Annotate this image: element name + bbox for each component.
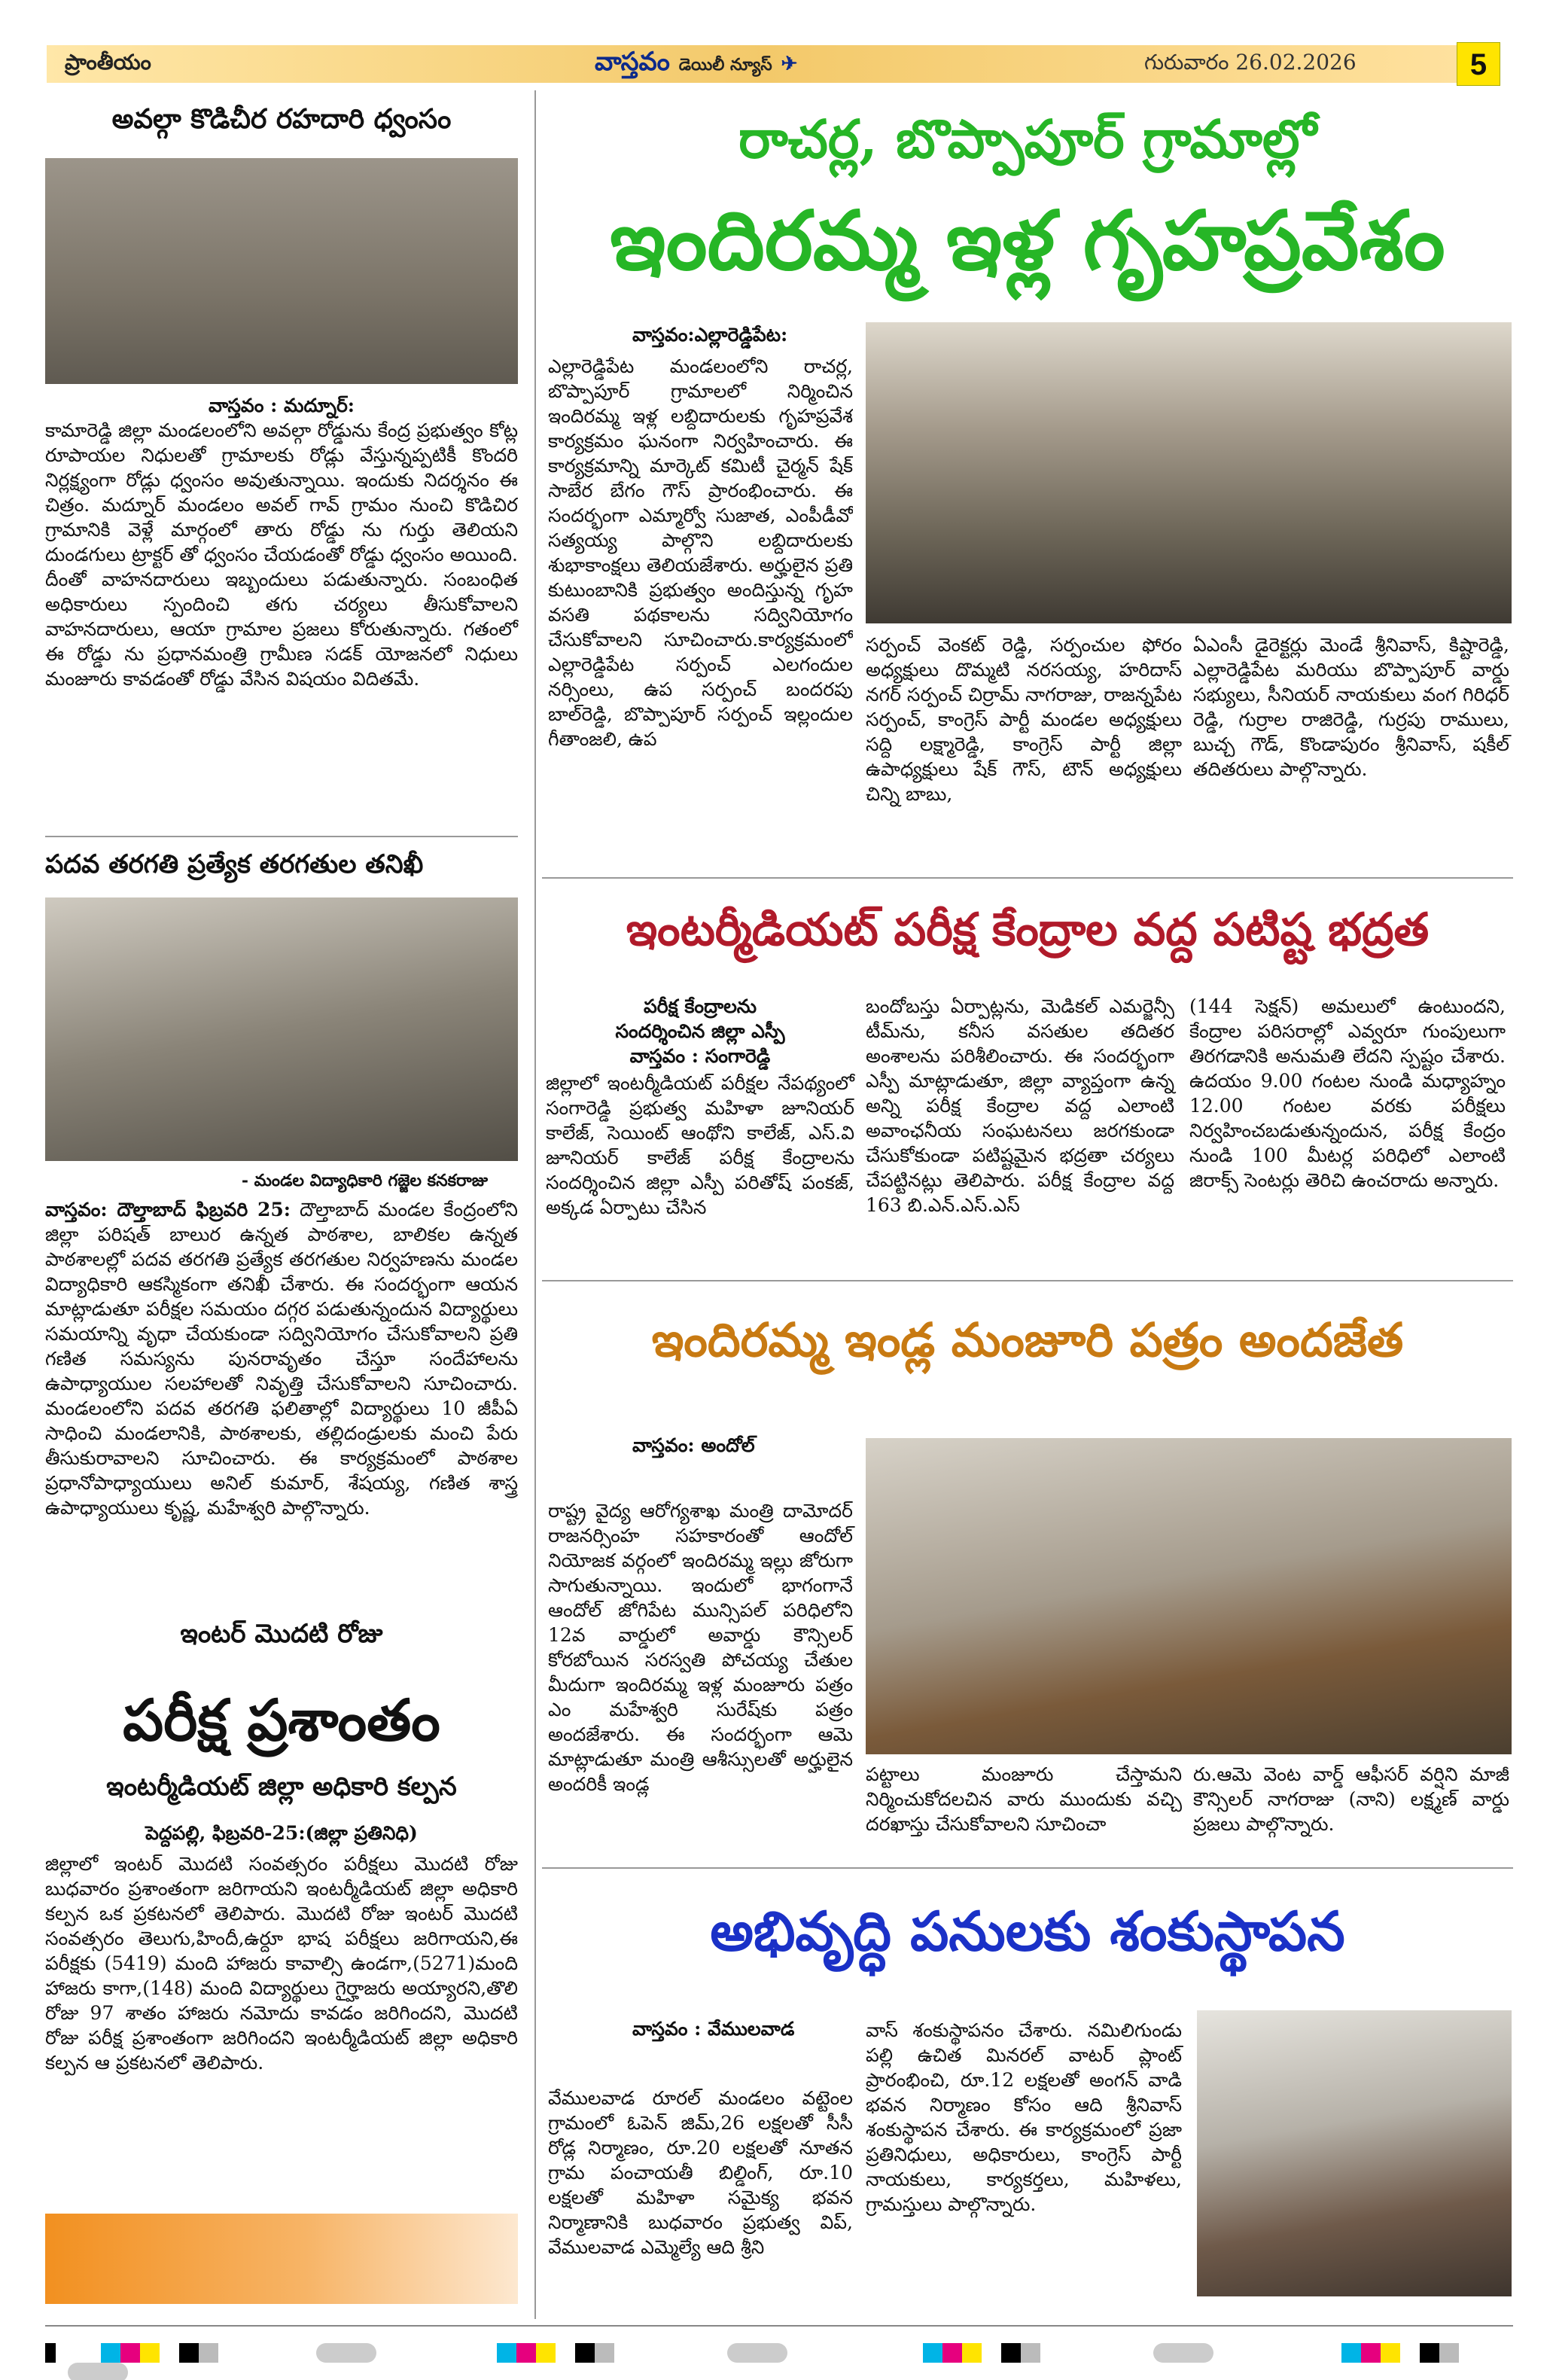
- photo-caption: - మండల విద్యాధికారి గజ్జెల కనకరాజు: [241, 1171, 488, 1190]
- r1-kicker: రాచర్ల, బొప్పాపూర్ గ్రామాల్లో: [738, 108, 1317, 170]
- r2-headline: ఇంటర్మీడియట్ పరీక్ష కేంద్రాల వద్ద పటిష్ట భద్రత: [626, 904, 1430, 956]
- r2-col-1: జిల్లాలో ఇంటర్మీడియట్ పరీక్షల నేపథ్యంలో సంగారెడ్డి ప్రభుత్వ మహిళా జూనియర్ కాలేజ్, సెయింట్ ఆంథోని కాలేజ్, ఎస్.వి జూనియర్ కాలేజ్ పరీక్ష కేంద్రాలను సందర్శించిన జిల్లా ఎస్పీ పరితోష్ పంకజ్, అక్కడ ఏర్పాటు చేసిన: [546, 1072, 854, 1218]
- r2-dateline: [546, 994, 854, 1068]
- r3-headline: ఇందిరమ్మ ఇండ్ల మంజూరి పత్రం అందజేత: [651, 1312, 1404, 1367]
- color-registration-bar: [45, 2343, 1513, 2366]
- r4-dateline: వాస్తవం : వేములవాడ: [632, 2018, 795, 2040]
- tenth-headline: పదవ తరగతి ప్రత్యేక తరగతుల తనిఖీ: [45, 849, 424, 879]
- r4-col-2: వాస్ శంకుస్థాపనం చేశారు. నమిలిగుండు పల్లి ఉచిత మినరల్ వాటర్ ప్లాంట్ ప్రారంభించి, రూ.12 లక్షలతో అంగన్ వాడి భవన నిర్మాణం కోసం ఆది శ్రీనివాస్ శంకుస్థాపన చేశారు. ఈ కార్యక్రమంలో ప్రజా ప్రతినిధులు, అధికారులు, కాంగ్రెస్ పార్టీ నాయకులు, కార్యకర్తలు, మహిళలు, గ్రామస్తులు పాల్గొన్నారు.: [866, 2019, 1182, 2215]
- divider: [542, 1867, 1513, 1869]
- r1-photo: [866, 322, 1512, 623]
- divider: [542, 877, 1513, 879]
- inter-headline: పరీక్ష ప్రశాంతం: [123, 1687, 440, 1754]
- r3-photo: [866, 1438, 1512, 1754]
- r3-body-3: రు.ఆమె వెంట వార్డ్ ఆఫీసర్ వర్షిని మాజీ కౌన్సిలర్ నాగరాజు (నాని) లక్ష్మణ్ వార్డు ప్రజలు పాల్గొన్నారు.: [1193, 1763, 1509, 1835]
- r1-body: ఎల్లారెడ్డిపేట మండలంలోని రాచర్ల, బొప్పాపూర్ గ్రామాలలో నిర్మించిన ఇందిరమ్మ ఇళ్ల లబ్దిదారులకు గృహప్రవేశ కార్యక్రమం ఘనంగా నిర్వహించారు. ఈ కార్యక్రమాన్ని మార్కెట్ కమిటీ చైర్మన్ షేక్ సాబేర బేగం గౌస్ ప్రారంభించారు. ఈ సందర్భంగా ఎమ్మార్వో సుజాత, ఎంపీడీవో సత్యయ్య పాల్గొని లబ్దిదారులకు శుభాకాంక్షలు తెలియజేశారు. అర్హులైన ప్రతి కుటుంబానికి ప్రభుత్వం అందిస్తున్న గృహ వసతి పథకాలను సద్వినియోగం చేసుకోవాలని సూచించారు.కార్యక్రమంలో ఎల్లారెడ్డిపేట సర్పంచ్ ఎలగందుల నర్సింలు, ఉప సర్పంచ్ బందరపు బాల్‌రెడ్డి, బొప్పాపూర్ సర్పంచ్ ఇల్లందుల గీతాంజలి, ఉప: [548, 355, 853, 750]
- tenth-text: దౌల్తాబాద్ మండల కేంద్రంలోని జిల్లా పరిషత్ బాలుర ఉన్నత పాఠశాల, బాలికల ఉన్నత పాఠశాలల్లో పదవ తరగతి ప్రత్యేక తరగతుల నిర్వహణను మండల విద్యాధికారి ఆకస్మికంగా తనిఖీ చేశారు. ఈ సందర్భంగా ఆయన మాట్లాడుతూ పరీక్షల సమయం దగ్గర పడుతున్నందున విద్యార్థులు సమయాన్ని వృధా చేయకుండా సద్వినియోగం చేసుకోవాలని ప్రతి గణిత సమస్యను పునరావృతం చేస్తూ సందేహాలను ఉపాధ్యాయుల సలహాలతో నివృత్తి చేసుకోవాలని సూచించారు. మండలంలోని పదవ తరగతి ఫలితాల్లో విద్యార్థులు 10 జీపీఏ సాధించి మండలానికి, పాఠశాలకు, తల్లిదండ్రులకు మంచి పేరు తీసుకురావాలని సూచించారు. ఈ కార్యక్రమంలో పాఠశాల ప్రధానోపాధ్యాయులు అనిల్ కుమార్, శేషయ్య, గణిత శాస్త్ర ఉపాధ్యాయులు కృష్ణ, మహేశ్వరి పాల్గొన్నారు.: [45, 1199, 518, 1519]
- avalga-dateline: వాస్తవం : మద్నూర్:: [208, 395, 355, 416]
- bird-icon: ✈: [781, 53, 798, 75]
- r3-body-2: పట్టాలు మంజూరు చేస్తామని నిర్మించుకోదలచిన వారు ముందుకు వచ్చి దరఖాస్తు చేసుకోవాలని సూచించా: [866, 1763, 1182, 1835]
- masthead: [595, 47, 797, 83]
- date: గురువారం 26.02.2026: [1144, 50, 1357, 75]
- inter-kicker: ఇంటర్ మొదటి రోజు: [180, 1619, 383, 1649]
- r4-headline: అభివృద్ధి పనులకు శంకుస్థాపన: [710, 1899, 1345, 1963]
- page-number: 5: [1457, 42, 1500, 86]
- orange-ad-strip: [45, 2214, 518, 2304]
- footer-rule: [45, 2325, 1513, 2327]
- tenth-body: [45, 1197, 518, 1520]
- r2-dl-1: పరీక్ష కేంద్రాలను: [643, 995, 757, 1017]
- r2-dl-3: వాస్తవం : సంగారెడ్డి: [629, 1045, 771, 1067]
- column-divider: [534, 90, 536, 2319]
- r3-dateline: వాస్తవం: అందోల్: [632, 1434, 755, 1456]
- left-column: [45, 90, 518, 691]
- left-column-2: [45, 842, 518, 1520]
- r4-col-1: వేములవాడ రూరల్ మండలం వట్టెంల గ్రామంలో ఓపెన్ జిమ్,26 లక్షలతో సీసీ రోడ్ల నిర్మాణం, రూ.20 లక్షలతో నూతన గ్రామ పంచాయతీ బిల్డింగ్, రూ.10 లక్షలతో మహిళా సమైక్య భవన నిర్మాణానికి బుధవారం ప్రభుత్వ విప్, వేములవాడ ఎమ్మెల్యే ఆది శ్రీని: [548, 2087, 853, 2258]
- r4-photo: [1197, 2010, 1512, 2296]
- r1-dateline: వాస్తవం:ఎల్లారెడ్డిపేట:: [632, 324, 788, 346]
- left-column-3: [45, 1611, 518, 2075]
- classroom-photo: [45, 897, 518, 1161]
- r3-body: రాష్ట్ర వైద్య ఆరోగ్యశాఖ మంత్రి దామోదర్ రాజనర్సింహ సహకారంతో ఆందోల్ నియోజక వర్గంలో ఇందిరమ్మ ఇల్లు జోరుగా సాగుతున్నాయి. ఇందులో భాగంగానే ఆందోల్ జోగిపేట మున్సిపల్ పరిధిలోని 12వ వార్డులో అవార్డు కౌన్సిలర్ కోరబోయిన సరస్వతి పోచయ్య చేతుల మీదుగా ఇందిరమ్మ ఇళ్ల మంజూరు పత్రం ఎం మహేశ్వరి సురేష్‌కు పత్రం అందజేశారు. ఈ సందర్భంగా ఆమె మాట్లాడుతూ మంత్రి ఆశీస్సులతో అర్హులైన అందరికీ ఇండ్ల: [548, 1500, 853, 1795]
- masthead-sub: డెయిలీ న్యూస్: [678, 55, 772, 75]
- inter-body: జిల్లాలో ఇంటర్ మొదటి సంవత్సరం పరీక్షలు మొదటి రోజు బుధవారం ప్రశాంతంగా జరిగాయని ఇంటర్మీడియట్ జిల్లా అధికారి కల్పన ఒక ప్రకటనలో తెలిపారు. మొదటి రోజు ఇంటర్ మొదటి సంవత్సరం తెలుగు,హిందీ,ఉర్దూ భాష పరీక్షలు జరిగాయని,ఈ పరీక్షకు (5419) మంది హాజరు కావాల్సి ఉండగా,(5271)మంది హాజరు కాగా,(148) మంది విద్యార్థులు గైర్హాజరు అయ్యారని,తొలి రోజు 97 శాతం హాజరు నమోదు కావడం జరిగిందని, మొదటి రోజు పరీక్ష ప్రశాంతంగా జరిగిందని ఇంటర్మీడియట్ జిల్లా అధికారి కల్పన ఆ ప్రకటనలో తెలిపారు.: [45, 1853, 518, 2074]
- masthead-title: వాస్తవం: [595, 47, 670, 77]
- inter-dateline: పెద్దపల్లి, ఫిబ్రవరి-25:(జిల్లా ప్రతినిధి): [145, 1822, 418, 1844]
- r1-headline: ఇందిరమ్మ ఇళ్ల గృహప్రవేశం: [610, 194, 1445, 288]
- r2-dl-2: సందర్శించిన జిల్లా ఎస్పీ: [615, 1020, 785, 1042]
- divider: [542, 1280, 1513, 1281]
- section-label: ప్రాంతీయం: [65, 50, 151, 75]
- inter-deck: ఇంటర్మీడియట్ జిల్లా అధికారి కల్పన: [106, 1772, 457, 1802]
- avalga-headline: అవల్గా కొడిచీర రహదారి ధ్వంసం: [111, 103, 452, 135]
- r2-col-3: (144 సెక్షన్) అమలులో ఉంటుందని, కేంద్రాల పరిసరాల్లో ఎవ్వరూ గుంపులుగా తిరగడానికి అనుమతి లేదని స్పష్టం చేశారు. ఉదయం 9.00 గంటల నుండి మధ్యాహ్నం 12.00 గంటల వరకు పరీక్షలు నిర్వహించబడుతున్నందున, పరీక్ష కేంద్రం నుండి 100 మీటర్ల పరిధిలో ఎలాంటి జిరాక్స్ సెంటర్లు తెరిచి ఉంచరాదు అన్నారు.: [1189, 995, 1506, 1191]
- road-photo: [45, 158, 518, 384]
- r1-body-2: సర్పంచ్ వెంకట్ రెడ్డి, సర్పంచుల ఫోరం అధ్యక్షులు దొమ్మటి నరసయ్య, హరిదాస్ నగర్ సర్పంచ్ చిర్రామ్ నాగరాజు, రాజన్నపేట సర్పంచ్, కాంగ్రెస్ పార్టీ మండల అధ్యక్షులు సద్ది లక్ష్మారెడ్డి, కాంగ్రెస్ పార్టీ జిల్లా ఉపాధ్యక్షులు షేక్ గౌస్, టౌన్ అధ్యక్షులు చిన్ని బాబు,: [866, 634, 1182, 805]
- divider: [45, 836, 518, 837]
- r2-col-2: బందోబస్తు ఏర్పాట్లను, మెడికల్ ఎమర్జెన్సీ టీమ్‌ను, కనీస వసతుల తదితర అంశాలను పరిశీలించారు. ఈ సందర్భంగా ఎస్పీ మాట్లాడుతూ, జిల్లా వ్యాప్తంగా ఉన్న అన్ని పరీక్ష కేంద్రాల వద్ద ఎలాంటి అవాంఛనీయ సంఘటనలు జరగకుండా చేసుకోకుండా పటిష్టమైన భద్రతా చర్యలు చేపట్టినట్లు తెలిపారు. పరీక్ష కేంద్రాల వద్ద 163 బి.ఎన్.ఎస్.ఎస్: [866, 995, 1174, 1216]
- avalga-body: కామారెడ్డి జిల్లా మండలంలోని అవల్గా రోడ్డును కేంద్ర ప్రభుత్వం కోట్ల రూపాయల నిధులతో గ్రామాలకు రోడ్లు వేస్తున్నప్పటికీ కొందరి నిర్లక్ష్యంగా రోడ్లు ధ్వంసం అవుతున్నాయి. ఇందుకు నిదర్శనం ఈ చిత్రం. మద్నూర్ మండలం అవల్ గావ్ గ్రామం నుంచి కొడిచిర గ్రామానికి వెళ్లే మార్గంలో తారు రోడ్డు ను గుర్తు తెలియని దుండగులు ట్రాక్టర్ తో ధ్వంసం చేయడంతో రోడ్డు ధ్వంసం అయింది. దీంతో వాహనదారులు ఇబ్బందులు పడుతున్నారు. సంబంధిత అధికారులు స్పందించి తగు చర్యలు తీసుకోవాలని వాహనదారులు, ఆయా గ్రామాల ప్రజలు కోరుతున్నారు. గతంలో ఈ రోడ్డు ను ప్రధానమంత్రి గ్రామీణ సడక్ యోజనలో నిధులు మంజూరు కావడంతో రోడ్డు వేసిన విషయం విదితమే.: [45, 419, 518, 690]
- tenth-dateline: వాస్తవం: దౌల్తాబాద్ ఫిబ్రవరి 25:: [45, 1199, 291, 1220]
- r1-body-3: ఏఎంసీ డైరెక్టర్లు మెండే శ్రీనివాస్, కిష్టారెడ్డి, ఎల్లారెడ్డిపేట మరియు బొప్పాపూర్ వార్డు సభ్యులు, సీనియర్ నాయకులు వంగ గిరిధర్ రెడ్డి, గుర్రాల రాజిరెడ్డి, గుర్రపు రాములు, బుచ్చ గౌడ్, కొండాపురం శ్రీనివాస్, షకీల్ తదితరులు పాల్గొన్నారు.: [1193, 634, 1509, 780]
